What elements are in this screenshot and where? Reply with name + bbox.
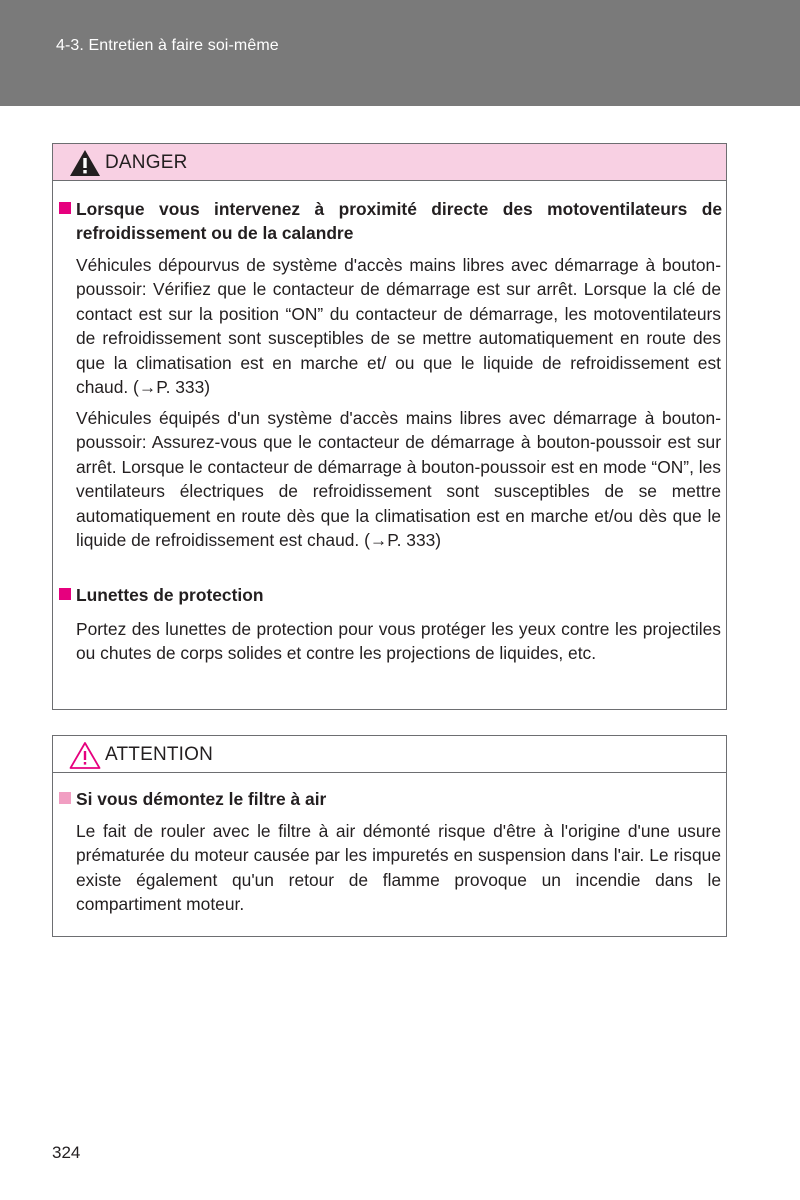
attention-box-header xyxy=(53,736,726,773)
section-heading-text: Si vous démontez le filtre à air xyxy=(76,789,327,809)
warning-triangle-outline-icon xyxy=(69,741,101,769)
square-bullet-icon xyxy=(59,588,71,600)
section-header-bar xyxy=(0,0,800,106)
square-bullet-icon xyxy=(59,792,71,804)
danger-box-header xyxy=(53,144,726,181)
warning-triangle-filled-icon xyxy=(69,149,101,177)
section-heading-text: Lunettes de protection xyxy=(76,585,264,605)
attention-box xyxy=(52,735,727,937)
paragraph-without-smart-key: Véhicules dépourvus de système d'accès mains libres avec démarrage à bouton-poussoir: Vérifiez que le contacteur de démarrage est sur arrêt. Lorsque la clé de contact est sur la position “ON” du contacteur de démarrage, les motoventilateurs de refroidissement sont susceptibles de se mettre automatiquement en route des que la climatisation est en marche et/ ou que le liquide de refroidissement est chaud. (→P. 333) xyxy=(76,255,721,398)
section-heading-text: Lorsque vous intervenez à proximité directe des motoventilateurs de refroidissement ou de la calandre xyxy=(76,199,722,244)
section-title: 4-3. Entretien à faire soi-même xyxy=(56,37,279,54)
page-number: 324 xyxy=(52,1143,81,1162)
section-heading-fans xyxy=(59,197,723,247)
section-heading-air-filter xyxy=(59,787,723,813)
danger-box xyxy=(52,143,727,710)
paragraph-with-smart-key: Véhicules équipés d'un système d'accès mains libres avec démarrage à bouton-poussoir: Assurez-vous que le contacteur de démarrage à bouton-poussoir est sur arrêt. Lorsque le contacteur de démarrage à bouton-poussoir est en mode “ON”, les ventilateurs électriques de refroidissement sont susceptibles de se mettre automatiquement en route dès que la climatisation est en marche et/ou dès que le liquide de refroidissement est chaud. (→P. 333) xyxy=(76,408,721,551)
paragraph-air-filter: Le fait de rouler avec le filtre à air démonté risque d'être à l'origine d'une usure prématurée du moteur causée par les impuretés en suspension dans l'air. Le risque existe également qu'un retour de flamme provoque un incendie dans le compartiment moteur. xyxy=(76,821,721,915)
paragraph-goggles: Portez des lunettes de protection pour vous protéger les yeux contre les projectiles ou chutes de corps solides et contre les projections de liquides, etc. xyxy=(76,619,721,664)
attention-title: ATTENTION xyxy=(105,744,214,765)
danger-title: DANGER xyxy=(105,152,188,173)
square-bullet-icon xyxy=(59,202,71,214)
section-heading-goggles xyxy=(59,583,723,609)
